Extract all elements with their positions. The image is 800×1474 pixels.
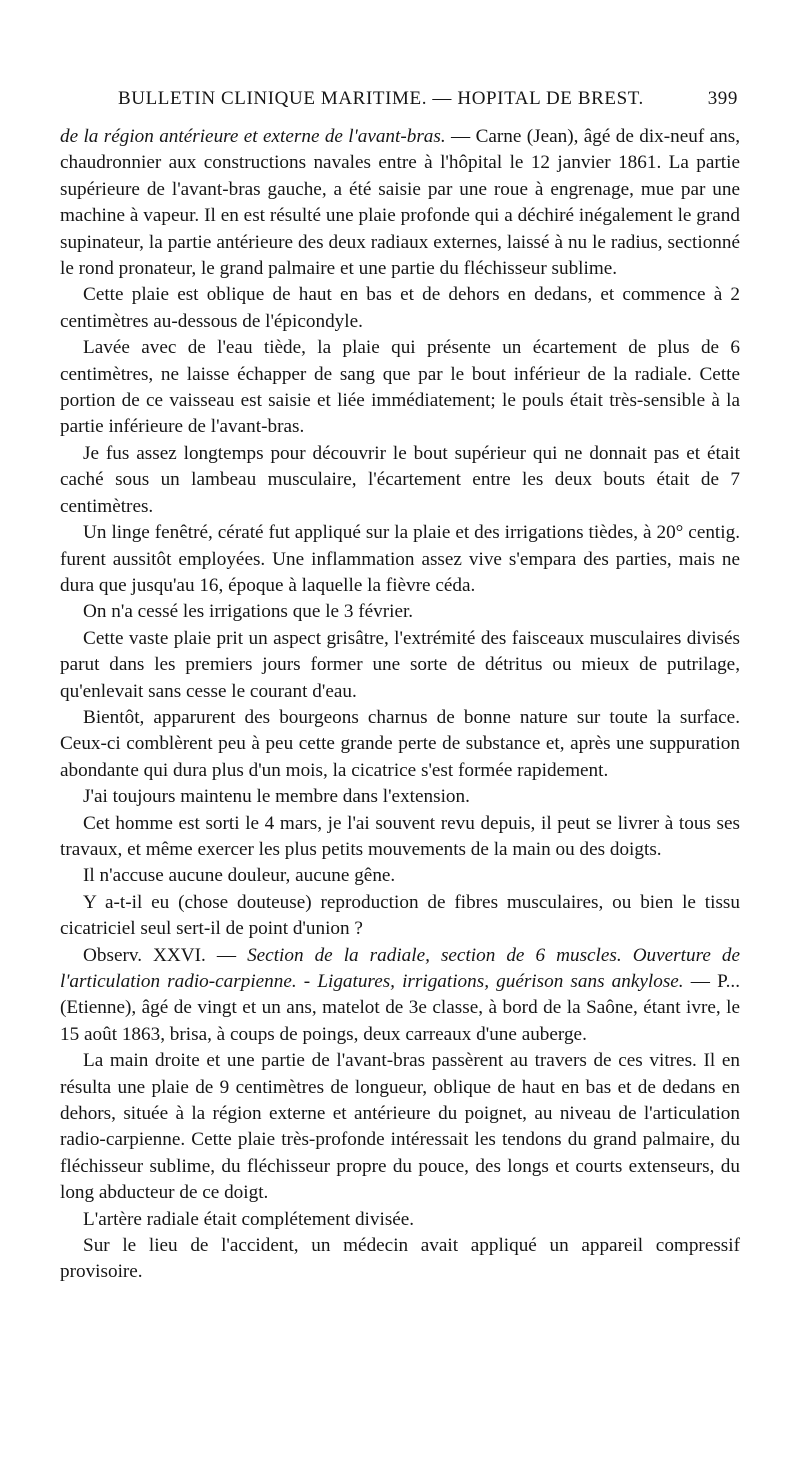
paragraph: Cette vaste plaie prit un aspect grisâtre, l'extrémité des faisceaux musculaires divisés parut dans les premiers jours former une sorte de détritus ou mieux de putrilage, qu'enlevait sans cesse le courant d'eau. <box>60 627 740 702</box>
paragraph: J'ai toujours maintenu le membre dans l'extension. <box>83 786 470 808</box>
paragraph: On n'a cessé les irrigations que le 3 février. <box>83 601 414 623</box>
paragraph: Bientôt, apparurent des bourgeons charnus de bonne nature sur toute la surface. Ceux-ci comblèrent peu à peu cette grande perte de substance et, après une suppuration abondante qui dura plus d'un mois, la cicatrice s'est formée rapidement. <box>60 706 740 781</box>
paragraph: Cet homme est sorti le 4 mars, je l'ai souvent revu depuis, il peut se livrer à tous ses travaux, et même exercer les plus petits mouvements de la main ou des doigts. <box>60 812 740 860</box>
paragraph: Un linge fenêtré, cératé fut appliqué sur la plaie et des irrigations tièdes, à 20° centig. furent aussitôt employées. Une inflammation assez vive s'empara des parties, mais ne dura que jusqu'au 16, époque à laquelle la fièvre céda. <box>60 522 740 596</box>
paragraph: La main droite et une partie de l'avant-bras passèrent au travers de ces vitres. Il en résulta une plaie de 9 centimètres de longueur, oblique de haut en bas et de dedans en dehors, située à la région externe et antérieure du poignet, au niveau de l'articulation radio-carpienne. Cette plaie très-profonde intéressait les tendons du grand palmaire, du fléchisseur sublime, du fléchisseur propre du pouce, des longs et courts extenseurs, du long abducteur de ce doigt. <box>60 1050 740 1204</box>
observation-label: Observ. XXVI. — <box>83 944 248 966</box>
observation-title: Section de la radiale, section de 6 muscles. Ouverture de l'articulation radio-carpienne. - Ligatures, irrigations, guérison sans ankylose. <box>60 944 740 992</box>
running-header <box>118 88 738 114</box>
paragraph: Je fus assez longtemps pour découvrir le bout supérieur qui ne donnait pas et était caché sous un lambeau musculaire, l'écartement entre les deux bouts était de 7 centimètres. <box>60 442 740 517</box>
paragraph: de la région antérieure et externe de l'avant-bras. — Carne (Jean), âgé de dix-neuf ans, chaudronnier aux constructions navales entre à l'hôpital le 12 janvier 1861. La partie supérieure de l'avant-bras gauche, a été saisie par une roue à engrenage, mue par une machine à vapeur. Il en est résulté une plaie profonde qui a déchiré inégalement le grand supinateur, la partie antérieure des deux radiaux externes, laissé à nu le radius, sectionné le rond pronateur, le grand palmaire et une partie du fléchisseur sublime. <box>60 126 740 280</box>
running-title: BULLETIN CLINIQUE MARITIME. — HOPITAL DE BREST. <box>118 88 644 109</box>
paragraph: Y a-t-il eu (chose douteuse) reproduction de fibres musculaires, ou bien le tissu cicatriciel seul sert-il de point d'union ? <box>60 891 740 940</box>
paragraph: Sur le lieu de l'accident, un médecin avait appliqué un appareil compressif provisoire. <box>60 1235 740 1283</box>
case-title: de la région antérieure et externe de l'avant-bras. <box>60 126 446 147</box>
paragraph: Il n'accuse aucune douleur, aucune gêne. <box>83 865 396 887</box>
paragraph: Lavée avec de l'eau tiède, la plaie qui présente un écartement de plus de 6 centimètres, ne laisse échapper de sang que par le bout inférieur de la radiale. Cette portion de ce vaisseau est saisie et liée immédiatement; le pouls était très-sensible à la partie inférieure de l'avant-bras. <box>60 337 740 438</box>
paragraph: Cette plaie est oblique de haut en bas et de dehors en dedans, et commence à 2 centimètres au-dessous de l'épicondyle. <box>60 284 740 332</box>
observation-paragraph: Observ. XXVI. — Section de la radiale, section de 6 muscles. Ouverture de l'articulation radio-carpienne. - Ligatures, irrigations, guérison sans ankylose. — P... (Etienne), âgé de vingt et un ans, matelot de 3e classe, à bord de la Saône, étant ivre, le 15 août 1863, brisa, à coups de poings, deux carreaux d'une auberge. <box>60 944 740 1045</box>
body-text <box>60 124 740 1286</box>
paragraph: L'artère radiale était complétement divisée. <box>83 1208 415 1230</box>
page-number: 399 <box>707 88 738 109</box>
